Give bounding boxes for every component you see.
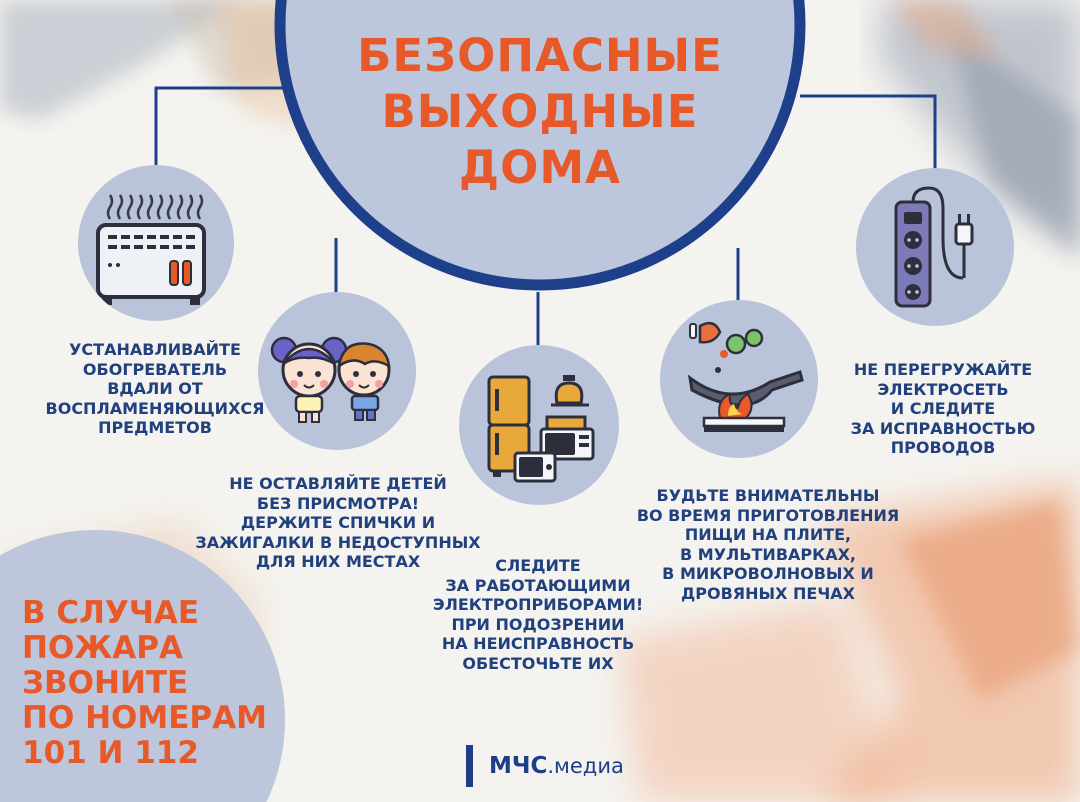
tip-line: ОБЕСТОЧЬТЕ ИХ — [462, 653, 614, 673]
logo-tld: .медиа — [547, 754, 624, 778]
title-line: ДОМА — [459, 141, 621, 194]
title-line: БЕЗОПАСНЫЕ — [357, 29, 723, 82]
page-title — [300, 28, 780, 196]
tip-line: ВДАЛИ ОТ — [107, 379, 203, 398]
tip-line: НА НЕИСПРАВНОСТЬ — [441, 634, 635, 653]
appliances-icon — [459, 345, 619, 505]
tip-cooking-text — [618, 486, 918, 603]
tip-line: В МУЛЬТИВАРКАХ, — [680, 544, 856, 564]
tip-line: ЭЛЕКТРОСЕТЬ — [877, 379, 1009, 399]
power-strip-icon — [856, 168, 1014, 326]
emergency-call-text — [22, 596, 282, 771]
tip-line: БУДЬТЕ ВНИМАТЕЛЬНЫ — [656, 486, 880, 505]
tip-line: ЭЛЕКТРОПРИБОРАМИ! — [432, 595, 644, 614]
tip-line: И СЛЕДИТЕ — [890, 399, 996, 418]
mchs-media-logo — [466, 744, 624, 788]
tip-line: НЕ ПЕРЕГРУЖАЙТЕ — [853, 360, 1033, 379]
emergency-line: ПО НОМЕРАМ — [22, 700, 267, 736]
tip-line: ВОСПЛАМЕНЯЮЩИХСЯ — [45, 398, 265, 418]
logo-bar — [466, 745, 473, 787]
tip-power-strip-text — [838, 360, 1048, 458]
tip-line: ОБОГРЕВАТЕЛЬ — [82, 359, 228, 379]
frying-pan-icon — [660, 300, 818, 458]
tip-heater-text — [20, 340, 290, 438]
tip-line: ПИЩИ НА ПЛИТЕ, — [684, 525, 852, 544]
tip-line: СЛЕДИТЕ — [495, 556, 581, 575]
emergency-line: ПОЖАРА — [22, 630, 183, 666]
emergency-line: В СЛУЧАЕ — [22, 595, 200, 631]
tip-line: БЕЗ ПРИСМОТРА! — [256, 493, 420, 513]
tip-line: ЗА ИСПРАВНОСТЬЮ — [850, 418, 1036, 438]
tip-line: ЗА РАБОТАЮЩИМИ — [445, 575, 631, 595]
emergency-line: ЗВОНИТЕ — [22, 665, 189, 701]
tip-line: В МИКРОВОЛНОВЫХ И — [662, 564, 874, 583]
tip-line: ВО ВРЕМЯ ПРИГОТОВЛЕНИЯ — [636, 505, 900, 525]
tip-line: ПРИ ПОДОЗРЕНИИ — [451, 614, 625, 634]
tip-line: ПРЕДМЕТОВ — [98, 418, 212, 437]
tip-line: ДРОВЯНЫХ ПЕЧАХ — [681, 583, 855, 603]
tip-line: ЗАЖИГАЛКИ В НЕДОСТУПНЫХ — [195, 532, 481, 552]
heater-icon — [78, 165, 234, 321]
tip-line: НЕ ОСТАВЛЯЙТЕ ДЕТЕЙ — [229, 474, 447, 493]
title-line: ВЫХОДНЫЕ — [381, 85, 699, 138]
emergency-line: 101 И 112 — [22, 735, 199, 771]
tip-line: ПРОВОДОВ — [890, 438, 996, 457]
tip-line: ДЕРЖИТЕ СПИЧКИ И — [240, 513, 436, 532]
children-icon — [258, 292, 416, 450]
tip-line: ДЛЯ НИХ МЕСТАХ — [255, 552, 421, 571]
tip-line: УСТАНАВЛИВАЙТЕ — [69, 340, 241, 359]
logo-brand: МЧС — [489, 753, 548, 779]
